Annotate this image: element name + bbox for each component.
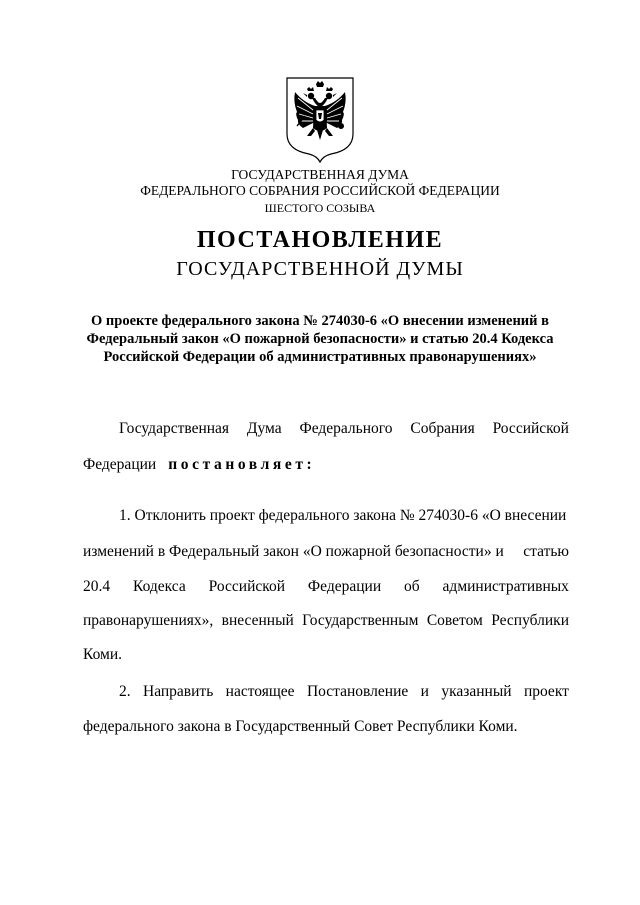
convocation-line: ШЕСТОГО СОЗЫВА: [264, 201, 376, 215]
preamble-line-1: [119, 419, 569, 439]
subject-line-3: Российской Федерации об административных правонарушениях»: [103, 349, 537, 365]
item-2-line-2: федерального закона в Государственный Совет Республики Коми.: [83, 718, 518, 735]
item-1-line-5: Коми.: [83, 646, 122, 663]
item-2-word: указанный: [441, 683, 512, 700]
item-1-word: Федерации: [307, 578, 382, 595]
item-1-word: правонарушениях»,: [83, 612, 214, 629]
coat-of-arms-emblem: [285, 76, 355, 164]
item-2-line-1: [119, 682, 569, 702]
item-2-word: настоящее: [225, 683, 295, 700]
preamble-word: Федерального: [299, 420, 393, 437]
item-1-word: Республики: [491, 612, 569, 629]
item-1-line-4: [83, 611, 569, 631]
document-issuer-title: ГОСУДАРСТВЕННОЙ ДУМЫ: [176, 258, 464, 280]
item-1-word: Государственным: [302, 612, 419, 629]
item-1-word: Кодекса: [133, 578, 186, 595]
item-1-word: 20.4: [83, 578, 111, 595]
item-2-word: и: [420, 683, 429, 700]
preamble-word: Государственная: [119, 420, 230, 437]
item-1-line-1: 1. Отклонить проект федерального закона № 274030-6 «О внесении: [119, 507, 567, 524]
item-2-word: 2.: [119, 683, 131, 700]
item-2-word: Направить: [143, 683, 214, 700]
item-1-word: об: [404, 578, 420, 595]
item-1-fragment: статью: [523, 543, 569, 560]
document-type-title: ПОСТАНОВЛЕНИЕ: [196, 227, 444, 253]
item-1-word: Российской: [208, 578, 286, 595]
item-1-line-2: [83, 542, 569, 562]
item-1-word: внесенный: [221, 612, 294, 629]
preamble-word: Дума: [246, 420, 282, 437]
item-1-line-3: [83, 577, 569, 597]
item-1-word: Советом: [426, 612, 483, 629]
preamble-line-2: [83, 455, 569, 475]
item-1-word: административных: [442, 578, 569, 595]
org-name-line-2: ФЕДЕРАЛЬНОГО СОБРАНИЯ РОССИЙСКОЙ ФЕДЕРАЦИИ: [140, 183, 500, 198]
russian-coat-of-arms-icon: [285, 76, 355, 164]
decree-word: постановляет:: [168, 456, 316, 473]
preamble-word: Российской: [492, 420, 569, 437]
org-name-line-1: ГОСУДАРСТВЕННАЯ ДУМА: [231, 167, 409, 182]
subject-line-1: О проекте федерального закона № 274030-6 «О внесении изменений в: [91, 313, 549, 329]
item-2-word: Постановление: [306, 683, 409, 700]
preamble-line-2-start: Федерации: [83, 456, 157, 473]
item-1-fragment: изменений в Федеральный закон «О пожарной безопасности» и: [83, 543, 504, 560]
subject-line-2: Федеральный закон «О пожарной безопасности» и статью 20.4 Кодекса: [86, 331, 554, 347]
preamble-word: Собрания: [410, 420, 475, 437]
item-2-word: проект: [523, 683, 569, 700]
